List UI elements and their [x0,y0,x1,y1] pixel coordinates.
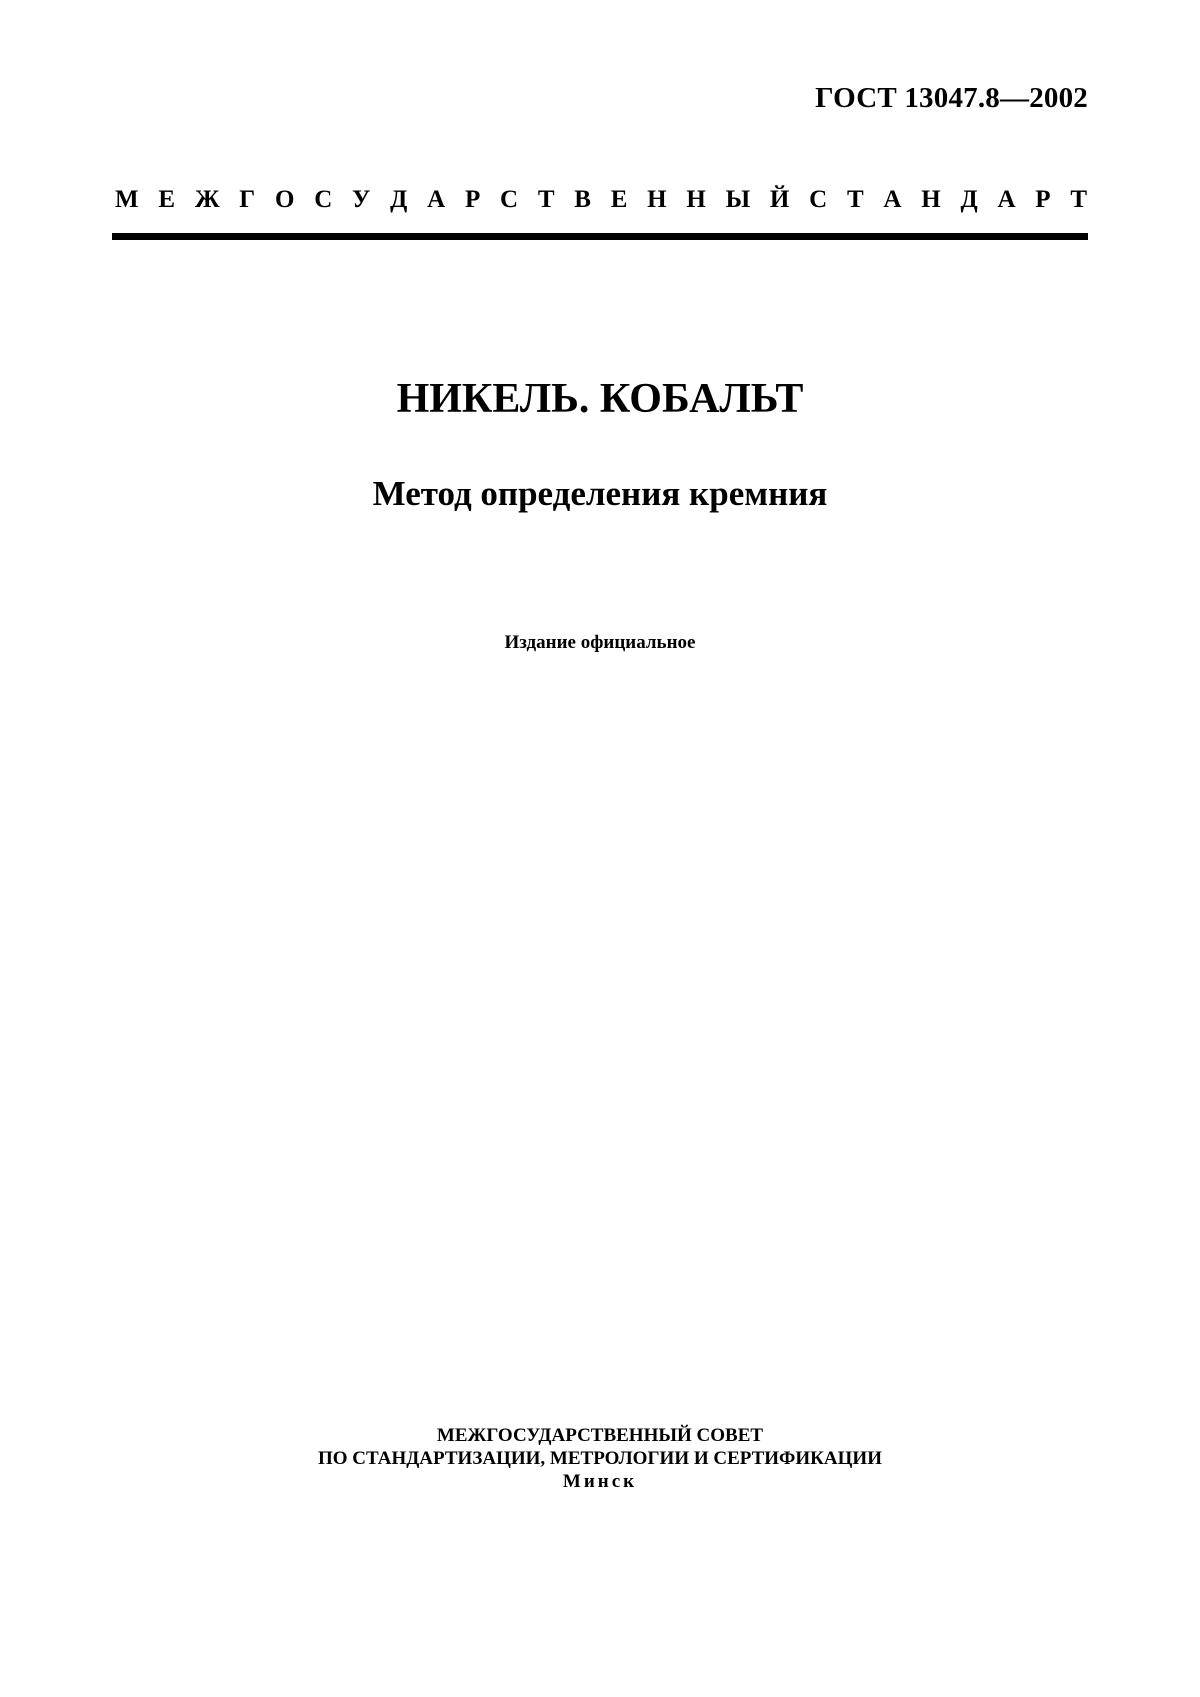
publisher-block [0,1424,1200,1493]
publisher-line-2: ПО СТАНДАРТИЗАЦИИ, МЕТРОЛОГИИ И СЕРТИФИКАЦИИ [317,1448,882,1469]
document-title: НИКЕЛЬ. КОБАЛЬТ [396,376,804,422]
document-subtitle: Метод определения кремния [372,474,828,513]
standard-number: ГОСТ 13047.8—2002 [815,82,1088,114]
publisher-city: Минск [562,1471,638,1492]
publisher-line-1: МЕЖГОСУДАРСТВЕННЫЙ СОВЕТ [436,1425,764,1446]
edition-note: Издание официальное [504,632,696,653]
standard-kind: М Е Ж Г О С У Д А Р С Т В Е Н Н Ы Й С Т А Н Д А Р Т [115,186,1087,213]
header-divider [112,233,1088,240]
